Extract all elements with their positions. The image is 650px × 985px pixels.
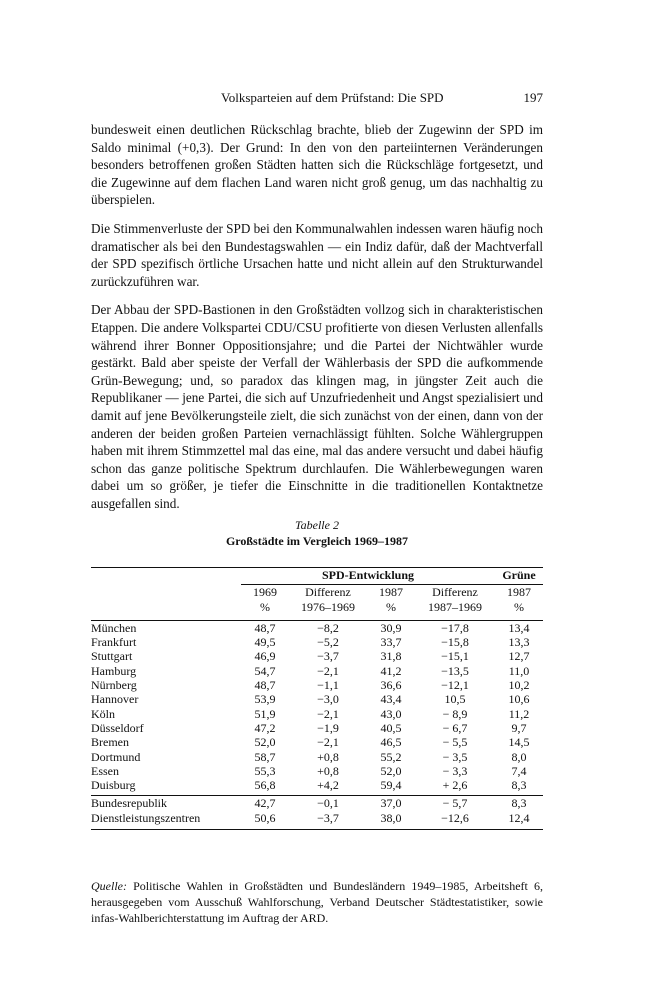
cell-diff1: +4,2 <box>317 778 339 793</box>
cell-1969: 55,3 <box>254 763 276 778</box>
cell-gruene: 12,7 <box>508 649 530 664</box>
cell-city: Dortmund <box>91 749 141 764</box>
running-head-title: Volksparteien auf dem Prüfstand: Die SPD <box>221 90 444 105</box>
cell-1969: 51,9 <box>254 706 276 721</box>
table-row <box>91 778 543 792</box>
cell-city: Bremen <box>91 735 129 750</box>
cell-1969: 48,7 <box>254 678 276 693</box>
table-row <box>91 735 543 749</box>
cell-gruene: 13,3 <box>508 635 530 650</box>
cell-diff2: −12,1 <box>441 678 469 693</box>
cell-diff1: −1,1 <box>317 678 339 693</box>
cell-diff1: −2,1 <box>317 706 339 721</box>
cell-city: München <box>91 620 137 635</box>
table-label: Tabelle 2 <box>295 518 339 532</box>
cell-diff1: +0,8 <box>317 749 339 764</box>
table-row <box>91 721 543 735</box>
cell-gruene: 14,5 <box>508 735 530 750</box>
cell-city: Köln <box>91 706 115 721</box>
cell-diff2: − 3,5 <box>442 749 468 764</box>
table-caption <box>91 517 543 549</box>
data-table <box>91 567 543 830</box>
page-number: 197 <box>523 90 543 105</box>
cell-diff1: −3,7 <box>317 810 339 825</box>
cell-gruene: 8,0 <box>511 749 527 764</box>
table-row <box>91 811 543 825</box>
table-row <box>91 750 543 764</box>
header-1987: 1987 <box>379 585 403 600</box>
source-note <box>91 878 543 926</box>
unit-gruene: % <box>514 599 524 614</box>
header-gruene-group: Grüne <box>495 568 543 585</box>
cell-diff2: −17,8 <box>441 620 469 635</box>
cell-diff2: − 5,5 <box>442 735 468 750</box>
cell-gruene: 13,4 <box>508 620 530 635</box>
source-text: Politische Wahlen in Großstädten und Bundesländern 1949–1985, Arbeitsheft 6, herausgegeben vom Ausschuß Wahlforschung, Verband Deutscher Städtestatistiker, sowie infas-Wahlberichterstattung im Auftrag der ARD. <box>91 879 543 925</box>
table-row <box>91 664 543 678</box>
cell-1969: 49,5 <box>254 635 276 650</box>
cell-gruene: 11,2 <box>508 706 530 721</box>
cell-1987: 36,6 <box>380 678 402 693</box>
cell-gruene: 7,4 <box>511 763 527 778</box>
cell-1987: 43,0 <box>380 706 402 721</box>
cell-city: Hamburg <box>91 663 137 678</box>
table-bottom-rule <box>91 825 543 830</box>
header-spd-group: SPD-Entwicklung <box>241 568 495 585</box>
cell-city: Bundesrepublik <box>91 796 167 811</box>
table-row <box>91 764 543 778</box>
header-1969: 1969 <box>253 585 277 600</box>
cell-1987: 46,5 <box>380 735 402 750</box>
cell-1969: 54,7 <box>254 663 276 678</box>
table-row <box>91 678 543 692</box>
cell-1987: 43,4 <box>380 692 402 707</box>
table-row <box>91 635 543 649</box>
body-text <box>91 121 543 523</box>
paragraph-3: Der Abbau der SPD-Bastionen in den Großstädten vollzog sich in charakteristischen Etappen. Die andere Volkspartei CDU/CSU profitierte von diesen Verlusten allenfalls während ihrer Bonner Oppositionsjahre; und die Partei der Nichtwähler wurde gestärkt. Bald aber speiste der Verfall der Wählerbasis der SPD die aufkommende Grün-Bewegung; und, so paradox das klingen mag, in jüngster Zeit auch die Republikaner — jene Partei, die sich auf Unzufriedenheit und Angst spezialisiert und damit auf jene Bevölkerungsteile zielt, die sich zunächst von der einen, dann von der anderen der beiden großen Parteien vernachlässigt fühlten. Solche Wählergruppen haben mit ihrem Stimmzettel mal das eine, mal das andere versucht und dabei häufig schon das ganze politische Spektrum durchlaufen. Die Wählerbewegungen waren dabei um so größer, je tiefer die Einschnitte in die traditionellen Kontaktnetze ausgefallen sind. <box>91 302 543 511</box>
cell-diff1: −2,1 <box>317 663 339 678</box>
cell-1987: 33,7 <box>380 635 402 650</box>
cell-gruene: 11,0 <box>508 663 530 678</box>
cell-1987: 59,4 <box>380 778 402 793</box>
cell-diff1: −3,7 <box>317 649 339 664</box>
cell-1969: 50,6 <box>254 810 276 825</box>
paragraph-2: Die Stimmenverluste der SPD bei den Kommunalwahlen indessen waren häufig noch dramatischer als bei den Bundestagswahlen — ein Indiz dafür, daß der Machtverfall der SPD spezifisch örtliche Ursachen hatte und nicht allein auf den Strukturwandel zurückzuführen war. <box>91 220 543 289</box>
cell-1987: 37,0 <box>380 796 402 811</box>
cell-city: Hannover <box>91 692 139 707</box>
cell-1987: 30,9 <box>380 620 402 635</box>
cell-1969: 58,7 <box>254 749 276 764</box>
cell-diff2: −12,6 <box>441 810 469 825</box>
cell-gruene: 8,3 <box>511 796 527 811</box>
cell-diff2: − 3,3 <box>442 763 468 778</box>
cell-diff1: −1,9 <box>317 720 339 735</box>
unit-1987: % <box>386 599 396 614</box>
cell-1969: 56,8 <box>254 778 276 793</box>
unit-1969: % <box>260 599 270 614</box>
cell-1969: 53,9 <box>254 692 276 707</box>
cell-gruene: 8,3 <box>511 778 527 793</box>
table-row <box>91 692 543 706</box>
cell-1987: 41,2 <box>380 663 402 678</box>
cell-diff1: −2,1 <box>317 735 339 750</box>
table-row <box>91 796 543 811</box>
cell-city: Stuttgart <box>91 649 133 664</box>
cell-1969: 42,7 <box>254 796 276 811</box>
cell-diff1: −8,2 <box>317 620 339 635</box>
cell-diff1: −3,0 <box>317 692 339 707</box>
cell-diff2: − 6,7 <box>442 720 468 735</box>
cell-1987: 31,8 <box>380 649 402 664</box>
table-row <box>91 620 543 635</box>
paragraph-1: bundesweit einen deutlichen Rückschlag brachte, blieb der Zugewinn der SPD im Saldo minimal (+0,3). Der Grund: In den von den parteiinternen Veränderungen besonders betroffenen großen Städten hatten sich die Rückschläge fortgesetzt, und die Zugewinne auf dem flachen Land waren nicht groß genug, um das nachhaltig zu überspielen. <box>91 122 543 208</box>
cell-gruene: 10,6 <box>508 692 530 707</box>
cell-city: Essen <box>91 763 119 778</box>
cell-gruene: 9,7 <box>511 720 527 735</box>
cell-city: Dienstleistungszentren <box>91 810 201 825</box>
cell-diff1: +0,8 <box>317 763 339 778</box>
table-header-group <box>91 568 543 585</box>
city-rows <box>91 620 543 792</box>
header-diff2-period: 1987–1969 <box>428 599 482 614</box>
cell-diff2: −15,1 <box>441 649 469 664</box>
cell-1987: 52,0 <box>380 763 402 778</box>
cell-1969: 46,9 <box>254 649 276 664</box>
cell-1987: 38,0 <box>380 810 402 825</box>
cell-1987: 40,5 <box>380 720 402 735</box>
cell-1969: 48,7 <box>254 620 276 635</box>
header-diff1-period: 1976–1969 <box>301 599 355 614</box>
table-block <box>91 517 543 830</box>
cell-diff2: −13,5 <box>441 663 469 678</box>
cell-city: Frankfurt <box>91 635 137 650</box>
cell-diff1: −0,1 <box>317 796 339 811</box>
table-row <box>91 707 543 721</box>
cell-gruene: 12,4 <box>508 810 530 825</box>
cell-diff2: −15,8 <box>441 635 469 650</box>
cell-diff2: − 8,9 <box>442 706 468 721</box>
cell-1987: 55,2 <box>380 749 402 764</box>
cell-diff2: 10,5 <box>444 692 466 707</box>
cell-1969: 52,0 <box>254 735 276 750</box>
cell-city: Duisburg <box>91 778 136 793</box>
cell-diff1: −5,2 <box>317 635 339 650</box>
cell-diff2: + 2,6 <box>442 778 468 793</box>
table-header-units <box>91 600 543 614</box>
header-diff2: Differenz <box>432 585 478 600</box>
table-header-columns <box>91 585 543 600</box>
summary-rows <box>91 796 543 825</box>
cell-city: Nürnberg <box>91 678 137 693</box>
header-gruene-1987: 1987 <box>507 585 531 600</box>
header-diff1: Differenz <box>305 585 351 600</box>
cell-gruene: 10,2 <box>508 678 530 693</box>
cell-diff2: − 5,7 <box>442 796 468 811</box>
cell-1969: 47,2 <box>254 720 276 735</box>
source-label: Quelle: <box>91 879 127 893</box>
cell-city: Düsseldorf <box>91 720 144 735</box>
table-row <box>91 649 543 663</box>
table-title: Großstädte im Vergleich 1969–1987 <box>225 534 409 548</box>
